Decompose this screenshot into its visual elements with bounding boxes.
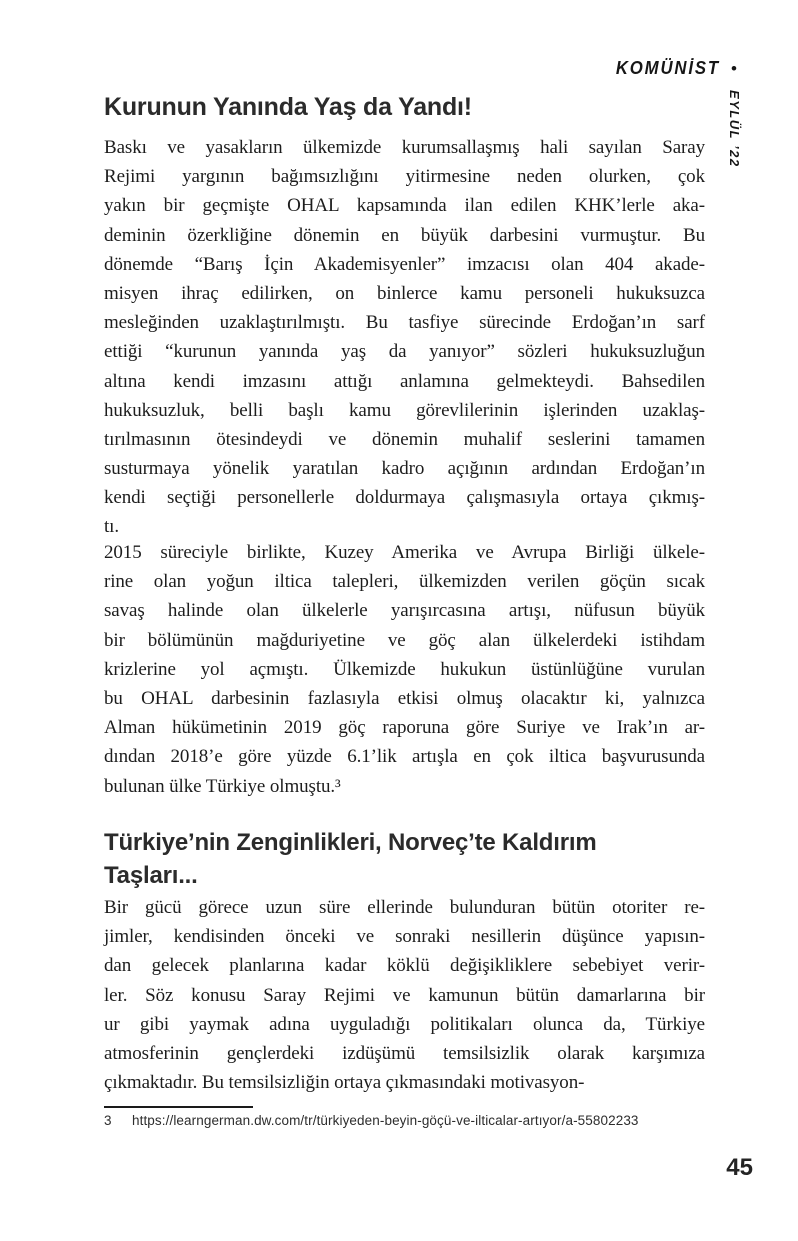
text-line: krizlerine yol açmıştı. Ülkemizde hukukun üstünlüğüne vurulan bbox=[104, 658, 705, 680]
text-line: Taşları... bbox=[104, 862, 198, 889]
section1-paragraph-2 bbox=[104, 538, 705, 801]
text-line: savaş halinde olan ülkelerle yarışırcasına artışı, nüfusun büyük bbox=[104, 600, 705, 622]
text-line: kendi seçtiği personellerle doldurmaya çalışmasıyla ortaya çıkmış- bbox=[104, 487, 705, 509]
section1-paragraph-1 bbox=[104, 133, 705, 542]
text-line: çıkmaktadır. Bu temsilsizliğin ortaya çıkmasındaki motivasyon- bbox=[104, 1072, 585, 1094]
text-line: jimler, kendisinden önceki ve sonraki nesillerin düşünce yapısın- bbox=[104, 926, 705, 948]
footnote-divider bbox=[104, 1106, 253, 1108]
bullet-icon: • bbox=[731, 59, 737, 78]
masthead bbox=[608, 58, 737, 79]
text-line: yakın bir geçmişte OHAL kapsamında ilan edilen KHK’lerle aka- bbox=[104, 195, 705, 217]
text-line: bu OHAL darbesinin fazlasıyla etkisi olmuş olacaktır ki, yalnızca bbox=[104, 687, 705, 709]
text-line: dönemde “Barış İçin Akademisyenler” imzacısı olan 404 akade- bbox=[104, 253, 705, 275]
text-line: ettiği “kurunun yanında yaş da yanıyor” sözleri hukuksuzluğun bbox=[104, 341, 705, 363]
text-line: bir bölümünün mağduriyetine ve göç alan ülkelerdeki istihdam bbox=[104, 629, 705, 651]
text-line: Bir gücü görece uzun süre ellerinde bulunduran bütün otoriter re- bbox=[104, 897, 705, 918]
section2-paragraph-1 bbox=[104, 893, 705, 1097]
magazine-title: KOMÜNİST bbox=[615, 58, 721, 78]
text-line: Rejimi yargının bağımsızlığını yitirmesine neden olurken, çok bbox=[104, 166, 705, 188]
text-line: susturmaya yönelik yaratılan kadro açığının ardından Erdoğan’ın bbox=[104, 458, 705, 480]
text-line: deminin özerkliğine dönemin en büyük darbesini vurmuştur. Bu bbox=[104, 224, 705, 246]
text-line: rine olan yoğun iltica talepleri, ülkemizden verilen göçün sıcak bbox=[104, 571, 705, 593]
issue-date-vertical: EYLÜL ’22 bbox=[727, 90, 742, 168]
text-line: bulunan ülke Türkiye olmuştu.³ bbox=[104, 775, 341, 797]
text-line: tı. bbox=[104, 516, 120, 538]
text-line: dından 2018’e göre yüzde 6.1’lik artışla en çok iltica başvurusunda bbox=[104, 746, 705, 768]
text-line: Alman hükümetinin 2019 göç raporuna göre Suriye ve Irak’ın ar- bbox=[104, 717, 705, 739]
footnote-url: https://learngerman.dw.com/tr/türkiyeden-beyin-göçü-ve-ilticalar-artıyor/a-55802233 bbox=[132, 1113, 639, 1128]
section2-heading bbox=[104, 826, 705, 892]
text-line: 2015 süreciyle birlikte, Kuzey Amerika ve Avrupa Birliği ülkele- bbox=[104, 542, 705, 563]
text-line: atmosferinin gençlerdeki izdüşümü temsilsizlik olarak karşımıza bbox=[104, 1042, 705, 1064]
text-line: tırılmasının ötesindeydi ve dönemin muhalif seslerini tamamen bbox=[104, 428, 705, 450]
footnote bbox=[104, 1113, 724, 1128]
section1-heading: Kurunun Yanında Yaş da Yandı! bbox=[104, 93, 472, 121]
text-line: altına kendi imzasını attığı anlamına gelmekteydi. Bahsedilen bbox=[104, 370, 705, 392]
footnote-number: 3 bbox=[104, 1113, 112, 1128]
text-line: hukuksuzluk, belli başlı kamu görevlilerinin işlerinden uzaklaş- bbox=[104, 399, 705, 421]
text-line: mesleğinden uzaklaştırılmıştı. Bu tasfiye sürecinde Erdoğan’ın sarf bbox=[104, 312, 705, 334]
text-line: Türkiye’nin Zenginlikleri, Norveç’te Kaldırım bbox=[104, 829, 597, 856]
page-number: 45 bbox=[726, 1154, 753, 1181]
text-line: misyen ihraç edilirken, on binlerce kamu personeli hukuksuzca bbox=[104, 282, 705, 304]
text-line: ur gibi yaymak adına uyguladığı politikaları olunca da, Türkiye bbox=[104, 1013, 705, 1035]
text-line: dan gelecek planlarına kadar köklü değişikliklere sebebiyet verir- bbox=[104, 955, 705, 977]
text-line: ler. Söz konusu Saray Rejimi ve kamunun bütün damarlarına bir bbox=[104, 984, 705, 1006]
text-line: Baskı ve yasakların ülkemizde kurumsallaşmış hali sayılan Saray bbox=[104, 137, 705, 158]
